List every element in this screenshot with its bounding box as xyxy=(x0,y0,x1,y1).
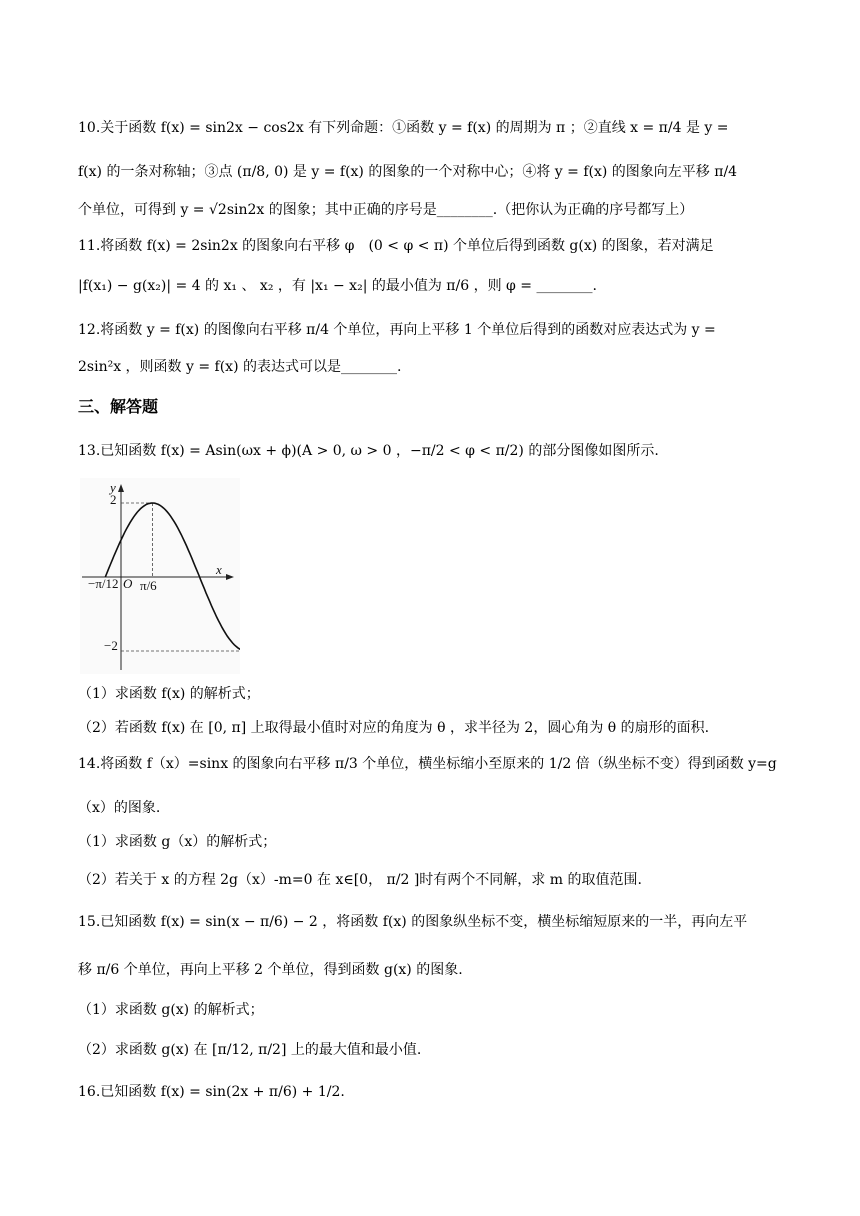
x-peak-tick-label: π/6 xyxy=(140,578,157,593)
sine-graph xyxy=(80,478,240,674)
origin-label: O xyxy=(123,576,133,591)
problem-10-line-2: f(x) 的一条对称轴；③点 (π/8, 0) 是 y = f(x) 的图象的一个对称中心；④将 y = f(x) 的图象向左平移 π/4 xyxy=(78,164,738,180)
problem-13-question-2: （2）若函数 f(x) 在 [0, π] 上取得最小值时对应的角度为 θ ，求半径为 2，圆心角为 θ 的扇形的面积. xyxy=(78,720,710,736)
problem-15-question-2: （2）求函数 g(x) 在 [π/12, π/2] 上的最大值和最小值. xyxy=(78,1042,422,1058)
y-axis-label: y xyxy=(110,480,116,495)
y-max-label: 2 xyxy=(110,492,117,507)
y-min-label: −2 xyxy=(104,638,118,653)
problem-14-line-2: （x）的图象. xyxy=(78,800,161,816)
problem-13-line-1: 13.已知函数 f(x) = Asin(ωx + ϕ)(A > 0, ω > 0 ，−π/2 < φ < π/2) 的部分图像如图所示. xyxy=(78,443,659,459)
problem-13-question-1: （1）求函数 f(x) 的解析式； xyxy=(78,686,260,702)
problem-14-line-1: 14.将函数 f（x）=sinx 的图象向右平移 π/3 个单位，横坐标缩小至原来的 1/2 倍（纵坐标不变）得到函数 y=g xyxy=(78,756,777,772)
problem-15-question-1: （1）求函数 g(x) 的解析式； xyxy=(78,1002,264,1018)
problem-10-line-1: 10.关于函数 f(x) = sin2x − cos2x 有下列命题：①函数 y = f(x) 的周期为 π ；②直线 x = π/4 是 y = xyxy=(78,120,729,136)
problem-14-question-2: （2）若关于 x 的方程 2g（x）-m=0 在 x∈[0， π/2 ]时有两个不同解，求 m 的取值范围. xyxy=(78,872,642,888)
problem-12-line-2: 2sin²x ，则函数 y = f(x) 的表达式可以是________. xyxy=(78,359,402,375)
problem-10-line-3: 个单位，可得到 y = √2sin2x 的图象；其中正确的序号是________.（把你认为正确的序号都写上） xyxy=(78,202,694,218)
sine-graph-figure xyxy=(80,478,240,674)
problem-11-line-1: 11.将函数 f(x) = 2sin2x 的图象向右平移 φ (0 < φ < π) 个单位后得到函数 g(x) 的图象，若对满足 xyxy=(78,238,714,254)
problem-15-line-2: 移 π/6 个单位，再向上平移 2 个单位，得到函数 g(x) 的图象. xyxy=(78,962,463,978)
x-axis-arrow xyxy=(226,574,234,580)
problem-11-line-2: |f(x₁) − g(x₂)| = 4 的 x₁ 、 x₂ ，有 |x₁ − x₂| 的最小值为 π/6 ，则 φ = ________. xyxy=(78,278,597,294)
section-title: 三、解答题 xyxy=(78,397,159,416)
x-left-tick-label: −π/12 xyxy=(88,576,119,591)
problem-16-line-1: 16.已知函数 f(x) = sin(2x + π/6) + 1/2. xyxy=(78,1084,345,1100)
problem-12-line-1: 12.将函数 y = f(x) 的图像向右平移 π/4 个单位，再向上平移 1 个单位后得到的函数对应表达式为 y = xyxy=(78,322,716,338)
x-axis-label: x xyxy=(216,562,222,577)
y-axis-arrow xyxy=(118,484,124,492)
problem-15-line-1: 15.已知函数 f(x) = sin(x − π/6) − 2 ，将函数 f(x) 的图象纵坐标不变，横坐标缩短原来的一半，再向左平 xyxy=(78,914,748,930)
problem-14-question-1: （1）求函数 g（x）的解析式； xyxy=(78,834,277,850)
